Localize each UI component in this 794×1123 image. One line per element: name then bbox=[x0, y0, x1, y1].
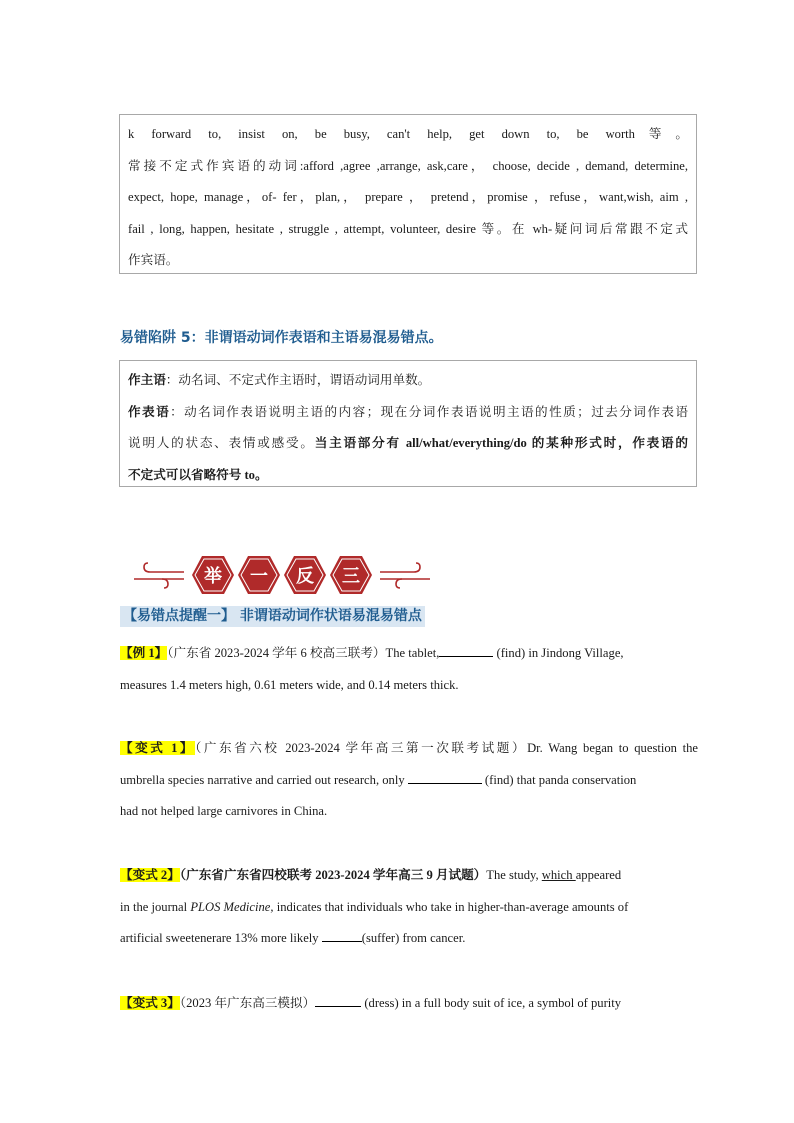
underlined-word: which bbox=[541, 868, 576, 882]
note-text-bold: 当主语部分有 all/what/everything/do 的某种形式时，作表语的 bbox=[314, 436, 688, 450]
question-text: （2023 年广东高三模拟） bbox=[179, 996, 316, 1010]
label-subject: 作主语 bbox=[128, 373, 166, 387]
question-line bbox=[120, 988, 698, 1020]
question-line bbox=[120, 765, 698, 797]
question-text: The study, bbox=[486, 868, 542, 882]
question-variant-1 bbox=[120, 733, 698, 828]
question-tag: 【变式 3】 bbox=[120, 996, 180, 1010]
question-line: had not helped large carnivores in China. bbox=[120, 804, 328, 818]
question-variant-3 bbox=[120, 988, 698, 1020]
note-line: 常接不定式作宾语的动词:afford ,agree ,arrange, ask,care， choose, decide , demand, determine, bbox=[128, 158, 688, 173]
question-variant-2 bbox=[120, 860, 698, 955]
question-line bbox=[120, 860, 698, 892]
question-text: (dress) in a full body suit of ice, a symbol of purity bbox=[361, 996, 622, 1010]
question-tag: 【变式 1】 bbox=[120, 741, 196, 755]
note-line bbox=[128, 428, 688, 460]
question-text: (find) in Jindong Village, bbox=[493, 646, 624, 660]
question-tag: 【例 1】 bbox=[120, 646, 168, 660]
question-text: artificial sweetenerare 13% more likely bbox=[120, 931, 322, 945]
note-text: ：动名词、不定式作主语时，谓语动词用单数。 bbox=[165, 373, 431, 387]
question-text: indicates that individuals who take in higher-than-average amounts of bbox=[273, 899, 629, 914]
question-text: (suffer) from cancer. bbox=[361, 931, 466, 945]
note-text: ：动名词作表语说明主语的内容；现在分词作表语说明主语的性质；过去分词作表语 bbox=[170, 404, 688, 419]
note-line bbox=[128, 365, 688, 397]
question-text: (find) that panda conservation bbox=[481, 772, 637, 787]
question-line bbox=[120, 923, 698, 955]
note-line: 不定式可以省略符号 to。 bbox=[128, 467, 268, 482]
question-tag: 【变式 2】 bbox=[120, 868, 180, 882]
banner-char: 反 bbox=[296, 566, 314, 587]
note-line: 作宾语。 bbox=[128, 253, 179, 267]
question-source: （广东省广东省四校联考 2023-2024 学年高三 9 月试题） bbox=[179, 868, 487, 882]
banner-right-ornament bbox=[380, 563, 430, 588]
question-example-1 bbox=[120, 638, 698, 701]
banner-char: 举 bbox=[204, 566, 222, 587]
question-text: umbrella species narrative and carried out research, only bbox=[120, 772, 408, 787]
question-line bbox=[120, 892, 698, 924]
note-line: expect, hope, manage，of- fer，plan,， prepare ， pretend，promise ，refuse，want,wish, aim , bbox=[128, 190, 688, 204]
answer-blank[interactable] bbox=[322, 929, 362, 942]
section-banner bbox=[132, 542, 432, 598]
question-text: appeared bbox=[575, 868, 622, 882]
question-line bbox=[120, 638, 698, 670]
answer-blank[interactable] bbox=[408, 771, 482, 784]
note-text: 说明人的状态、表情或感受。 bbox=[128, 436, 315, 450]
answer-blank[interactable] bbox=[315, 994, 361, 1007]
journal-name: PLOS Medicine, bbox=[190, 899, 274, 914]
banner-char: 三 bbox=[342, 566, 360, 587]
note-line: fail , long, happen, hesitate , struggle , attempt, volunteer, desire 等。在 wh-疑问词后常跟不定式 bbox=[128, 221, 688, 236]
label-predicative: 作表语 bbox=[128, 404, 171, 419]
question-line: measures 1.4 meters high, 0.61 meters wide, and 0.14 meters thick. bbox=[120, 677, 459, 692]
verbs-note-box bbox=[119, 114, 697, 274]
subject-predicative-box bbox=[119, 360, 697, 487]
note-line: k forward to, insist on, be busy, can't help, get down to, be worth等。 bbox=[128, 127, 688, 141]
trap-heading: 易错陷阱 5：非谓语动词作表语和主语易混易错点。 bbox=[120, 330, 443, 346]
note-line bbox=[128, 397, 688, 429]
question-text: （广东省六校 2023-2024 学年高三第一次联考试题）Dr. Wang began to question the bbox=[195, 741, 698, 755]
question-text: in the journal bbox=[120, 899, 191, 914]
question-text: （广东省 2023-2024 学年 6 校高三联考）The tablet, bbox=[167, 646, 440, 660]
answer-blank[interactable] bbox=[439, 644, 493, 657]
section-title: 【易错点提醒一】 非谓语动词作状语易混易错点 bbox=[120, 606, 425, 627]
banner-char: 一 bbox=[250, 566, 268, 587]
banner-left-ornament bbox=[134, 563, 184, 588]
question-line bbox=[120, 733, 698, 765]
